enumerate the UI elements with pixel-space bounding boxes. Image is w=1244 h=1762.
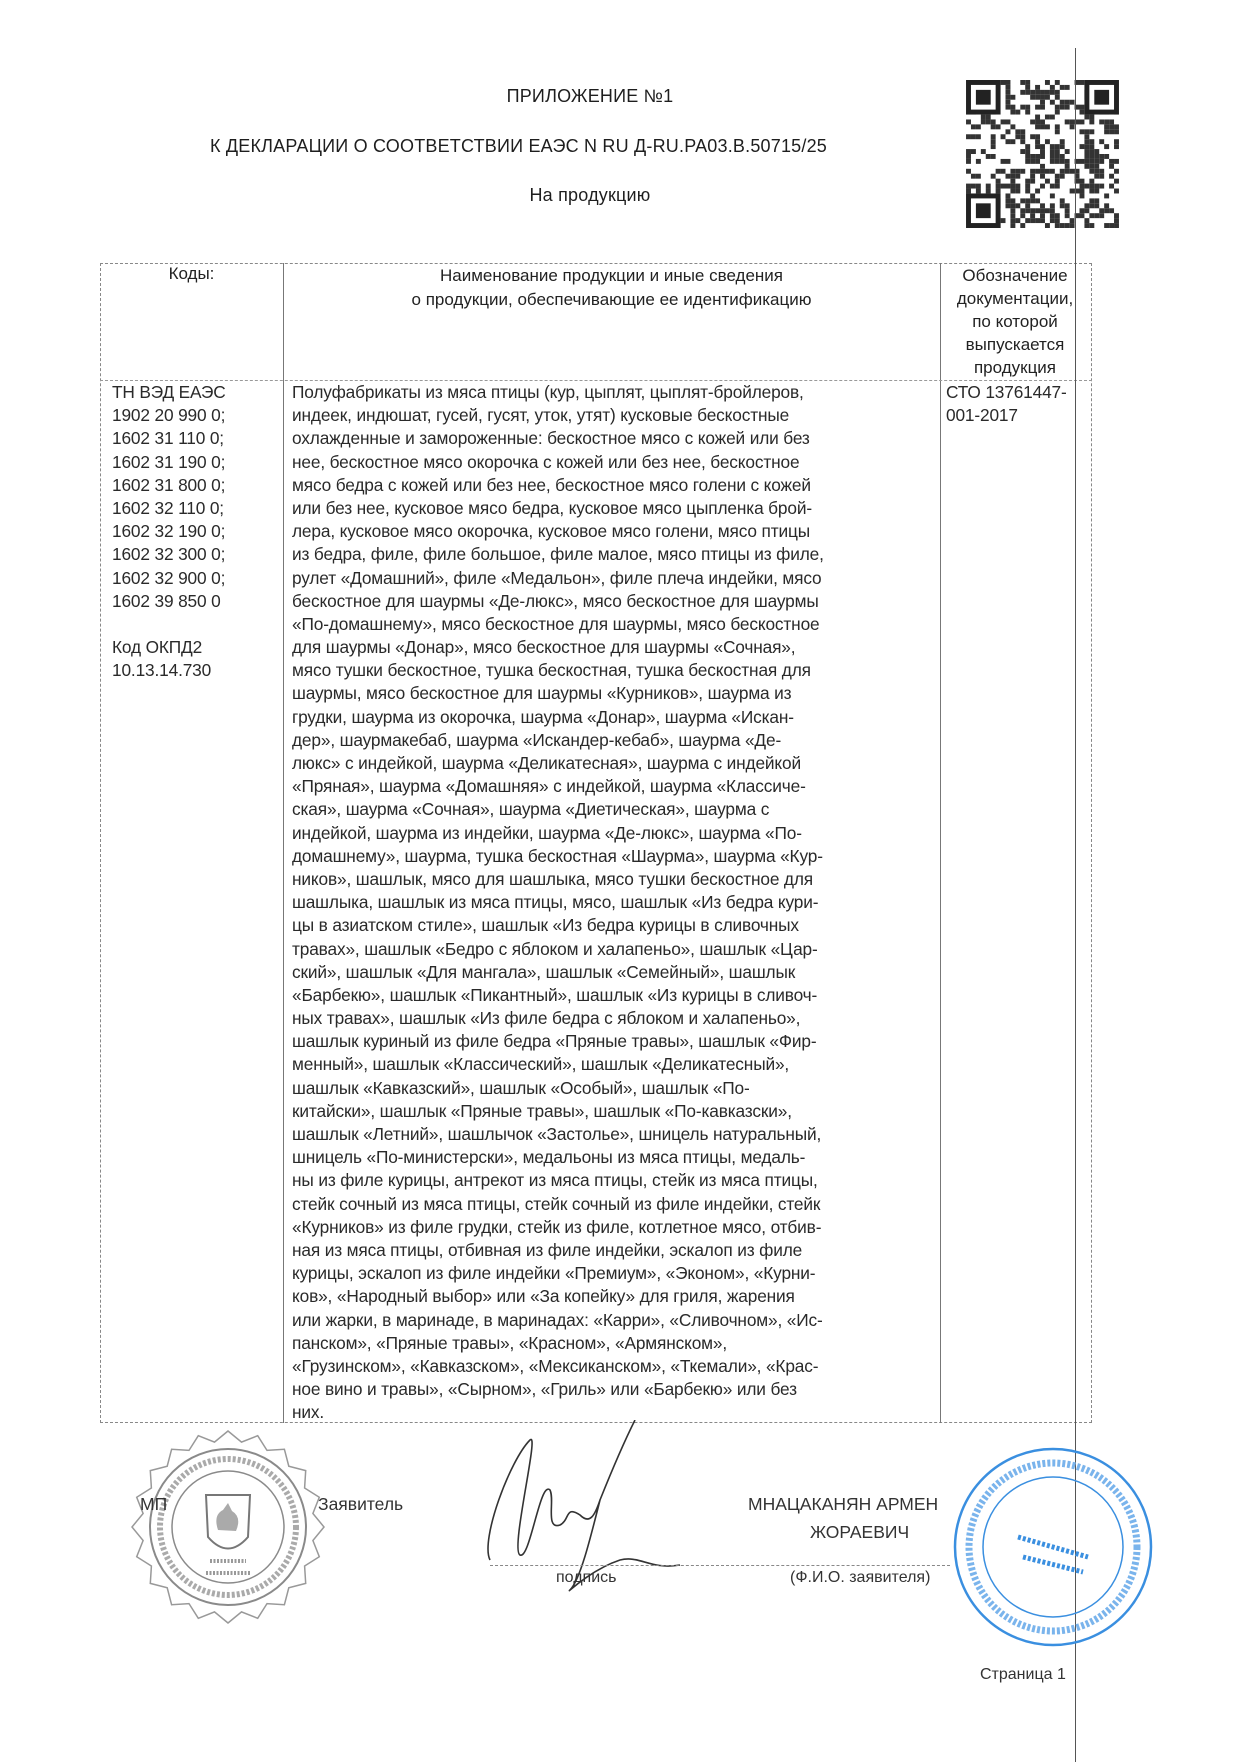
text-line: индеек, индюшат, гусей, гусят, уток, утят) кусковые бескостные (292, 405, 790, 426)
text-line: по которой (972, 312, 1058, 331)
company-seal-left (128, 1425, 328, 1630)
text-line: 1602 31 190 0; (112, 451, 226, 472)
text-line: 1602 32 900 0; (112, 567, 226, 588)
text-line (112, 613, 226, 636)
text-line: ников», шашлык, мясо для шашлыка, мясо тушки бескостное для (292, 868, 814, 889)
applicant-name-line2: ЖОРАЕВИЧ (810, 1522, 910, 1542)
subtitle: На продукцию (529, 185, 651, 205)
text-line: 1602 32 110 0; (112, 497, 224, 518)
text-line: ных травах», шашлык «Из филе бедра с яблоком и халапеньо», (292, 1008, 801, 1029)
text-line: 001-2017 (946, 405, 1018, 426)
applicant-label: Заявитель (318, 1494, 404, 1514)
text-line: домашнему», шаурма, тушка бескостная «Шаурма», шаурма «Кур- (292, 845, 823, 866)
text-line: Полуфабрикаты из мяса птицы (кур, цыплят, цыплят-бройлеров, (292, 382, 804, 402)
text-line: дер», шаурмакебаб, шаурма «Искандер-кебаб», шаурма «Де- (292, 729, 782, 750)
text-line: ский», шашлык «Для мангала», шашлык «Семейный», шашлык (292, 961, 796, 982)
text-line: нее, бескостное мясо окорочка с кожей или без нее, бескостное (292, 451, 800, 472)
text-line: шаурмы, мясо бескостное для шаурмы «Курников», шаурма из (292, 683, 792, 704)
text-line: 10.13.14.730 (112, 660, 212, 681)
text-line: бескостное для шаурмы «Де-люкс», мясо бескостное для шаурмы (292, 590, 819, 611)
header-codes: Коды: (168, 264, 215, 283)
text-line: СТО 13761447- (946, 382, 1067, 402)
text-line: них. (292, 1402, 325, 1423)
text-line: 1602 31 110 0; (112, 428, 224, 449)
codes-cell (112, 381, 226, 682)
declaration-number: К ДЕКЛАРАЦИИ О СООТВЕТСТВИИ ЕАЭС N RU Д-RU.PA03.B.50715/25 (210, 136, 827, 156)
text-line: ков», «Народный выбор» или «За копейку» для гриля, жарения (292, 1286, 795, 1307)
text-line: 1602 32 300 0; (112, 544, 226, 565)
text-line: стейк сочный из мяса птицы, стейк сочный из филе индейки, стейк (292, 1193, 821, 1214)
header-line: о продукции, обеспечивающие ее идентификацию (411, 290, 812, 309)
text-line: продукция (973, 358, 1057, 377)
text-line: ны из филе курицы, антрекот из мяса птицы, стейк из мяса птицы, (292, 1170, 818, 1191)
text-line: 1602 39 850 0 (112, 590, 221, 611)
text-line: люкс» с индейкой, шаурма «Деликатесная», шаурма с индейкой (292, 753, 801, 773)
text-line: «Грузинском», «Кавказском», «Мексиканском», «Ткемали», «Крас- (292, 1355, 819, 1376)
text-line: ное вино и травы», «Сырном», «Гриль» или «Барбекю» или без (292, 1379, 797, 1400)
text-line: ская», шаурма «Сочная», шаурма «Диетическая», шаурма с (292, 799, 770, 820)
text-line: Обозначение (962, 266, 1068, 285)
text-line: травах», шашлык «Бедро с яблоком и халапеньо», шашлык «Цар- (292, 938, 818, 959)
header-line: Наименование продукции и иные сведения (439, 266, 783, 285)
text-line: шашлык «Летний», шашлычок «Застолье», шницель натуральный, (292, 1124, 822, 1144)
appendix-title: ПРИЛОЖЕНИЕ №1 (506, 86, 674, 106)
text-line: шницель «По-министерски», медальоны из мяса птицы, медаль- (292, 1147, 806, 1168)
signature-line (490, 1565, 950, 1566)
text-line: грудки, шаурма из окорочка, шаурма «Донар», шаурма «Искан- (292, 706, 794, 727)
applicant-name-line1: МНАЦАКАНЯН АРМЕН (748, 1494, 939, 1514)
text-line: менный», шашлык «Классический», шашлык «Деликатесный», (292, 1054, 790, 1075)
text-line: Код ОКПД2 (112, 637, 203, 658)
header-product-name (283, 264, 940, 312)
text-line: лера, кусковое мясо окорочка, кусковое мясо голени, мясо птицы (292, 521, 810, 542)
text-line: или без нее, кусковое мясо бедра, кусковое мясо цыпленка брой- (292, 497, 812, 518)
text-line: из бедра, филе, филе большое, филе малое, мясо птицы из филе, (292, 544, 824, 565)
text-line: выпускается (965, 335, 1065, 354)
column-divider (283, 263, 284, 1423)
page-number: Страница 1 (980, 1666, 1066, 1683)
text-line: ТН ВЭД ЕАЭС (112, 382, 226, 402)
qr-code (965, 80, 1120, 228)
text-line: «Барбекю», шашлык «Пикантный», шашлык «Из курицы в сливоч- (292, 984, 818, 1005)
text-line: 1902 20 990 0; (112, 405, 226, 426)
product-description-cell (292, 381, 824, 1424)
fio-caption: (Ф.И.О. заявителя) (790, 1569, 931, 1586)
text-line: или жарки, в маринаде, в маринадах: «Карри», «Сливочном», «Ис- (292, 1309, 823, 1330)
text-line: 1602 32 190 0; (112, 521, 226, 542)
text-line: курицы, эскалоп из филе индейки «Премиум», «Эконом», «Курни- (292, 1263, 816, 1284)
text-line: китайски», шашлык «Пряные травы», шашлык «По-кавказски», (292, 1100, 792, 1121)
text-line: для шаурмы «Донар», мясо бескостное для шаурмы «Сочная», (292, 637, 796, 658)
column-divider (940, 263, 941, 1423)
text-line: панском», «Пряные травы», «Красном», «Армянском», (292, 1332, 728, 1353)
text-line: «По-домашнему», мясо бескостное для шаурмы, мясо бескостное (292, 613, 820, 634)
text-line: шашлык куриный из филе бедра «Пряные травы», шашлык «Фир- (292, 1031, 817, 1052)
text-line: документации, (956, 289, 1074, 308)
header-documentation (940, 264, 1090, 379)
text-line: охлажденные и замороженные: бескостное мясо с кожей или без (292, 428, 810, 449)
text-line: шашлыка, шашлык из мяса птицы, мясо, шашлык «Из бедра кури- (292, 892, 819, 913)
text-line: мясо тушки бескостное, тушка бескостная, тушка бескостная для (292, 660, 811, 681)
signature-caption: подпись (556, 1569, 617, 1586)
text-line: ная из мяса птицы, отбивная из филе индейки, эскалоп из филе (292, 1239, 803, 1260)
text-line: рулет «Домашний», филе «Медальон», филе плеча индейки, мясо (292, 567, 822, 588)
text-line: индейкой, шаурма из индейки, шаурма «Де-люкс», шаурма «По- (292, 822, 802, 843)
company-seal-right (948, 1442, 1158, 1652)
text-line: цы в азиатском стиле», шашлык «Из бедра курицы в сливочных (292, 915, 799, 936)
stamp-place-label: МП (140, 1494, 168, 1514)
text-line: «Курников» из филе грудки, стейк из филе, котлетное мясо, отбив- (292, 1216, 822, 1237)
text-line: мясо бедра с кожей или без нее, бескостное мясо голени с кожей (292, 474, 811, 495)
text-line: шашлык «Кавказский», шашлык «Особый», шашлык «По- (292, 1077, 750, 1098)
documentation-cell (946, 381, 1067, 427)
text-line: «Пряная», шаурма «Домашняя» с индейкой, шаурма «Классиче- (292, 776, 806, 797)
text-line: 1602 31 800 0; (112, 474, 226, 495)
